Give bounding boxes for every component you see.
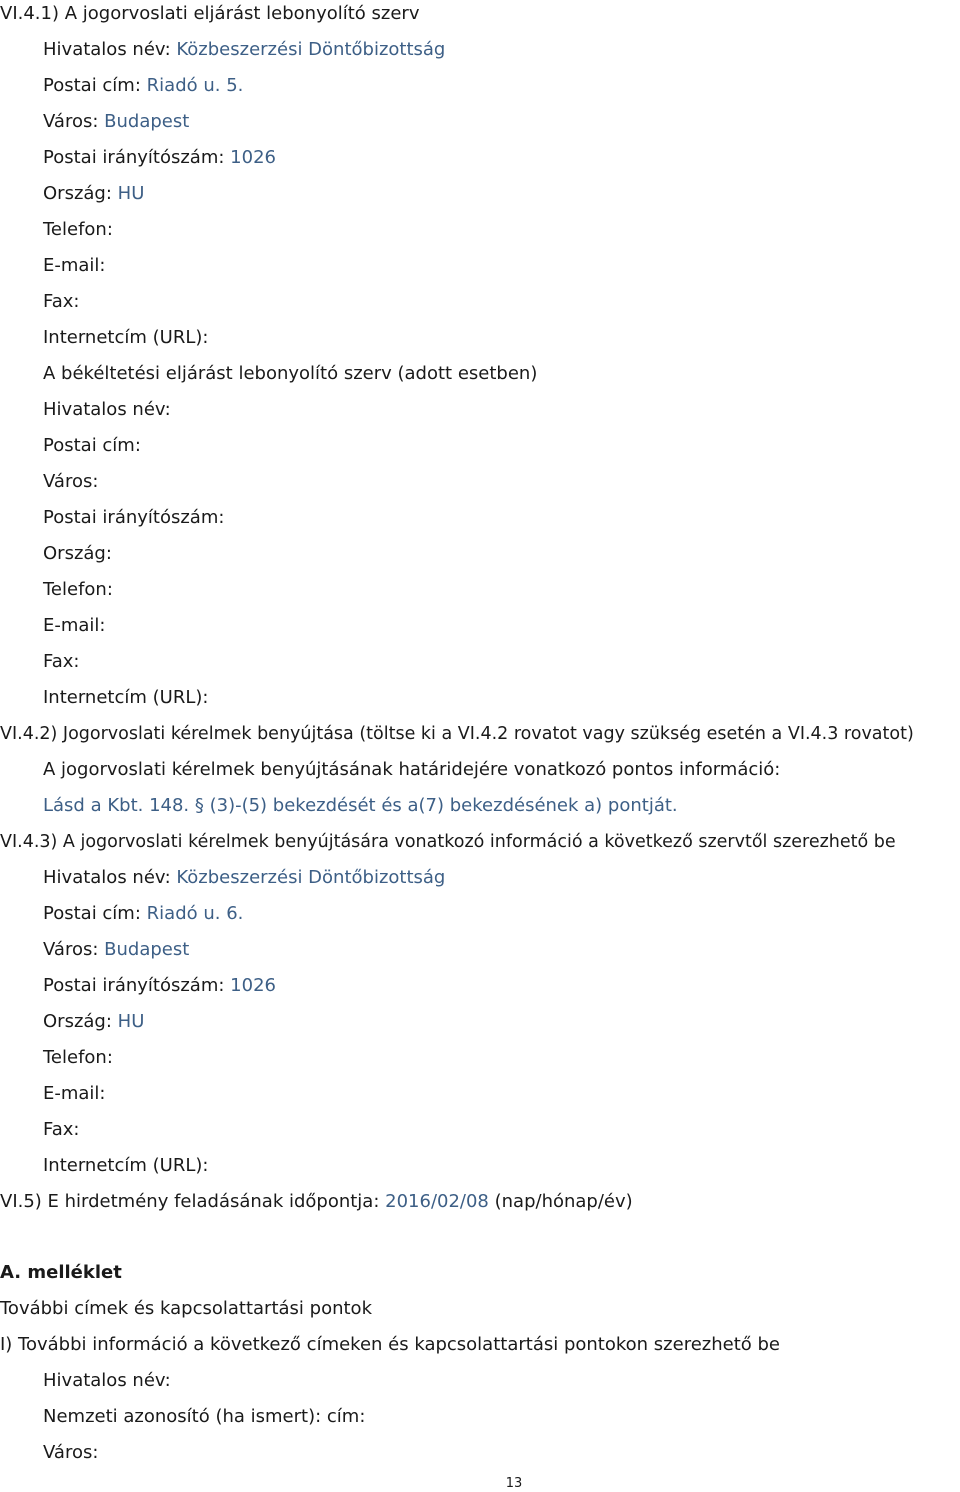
- field-city: Város:: [43, 471, 99, 492]
- section-heading: VI.4.1) A jogorvoslati eljárást lebonyolító szerv: [0, 3, 420, 24]
- field-country: Ország:: [43, 543, 112, 564]
- field-value: Budapest: [104, 939, 190, 960]
- field-city: Város:: [43, 1442, 99, 1463]
- field-label: Hivatalos név:: [43, 39, 171, 60]
- field-label: Ország:: [43, 183, 112, 204]
- field-label: Postai cím:: [43, 75, 141, 96]
- deadline-info-label: A jogorvoslati kérelmek benyújtásának határidejére vonatkozó pontos információ:: [43, 759, 781, 780]
- field-label: Város:: [43, 939, 99, 960]
- field-fax: Fax:: [43, 291, 80, 312]
- annex-title: A. melléklet: [0, 1262, 122, 1283]
- field-url: Internetcím (URL):: [43, 327, 209, 348]
- field-label: Postai cím:: [43, 903, 141, 924]
- field-postal-address: [43, 902, 243, 926]
- field-label: Város:: [43, 111, 99, 132]
- subsection-heading: A békéltetési eljárást lebonyolító szerv (adott esetben): [43, 363, 538, 384]
- field-city: [43, 938, 189, 962]
- field-fax: Fax:: [43, 651, 80, 672]
- field-value: HU: [117, 183, 145, 204]
- field-value: Riadó u. 6.: [146, 903, 244, 924]
- page-number: 13: [505, 1476, 523, 1491]
- deadline-info-value: Lásd a Kbt. 148. § (3)-(5) bekezdését és a(7) bekezdésének a) pontját.: [43, 795, 678, 816]
- field-city: [43, 110, 189, 134]
- field-postal-address: Postai cím:: [43, 435, 141, 456]
- field-phone: Telefon:: [43, 579, 113, 600]
- field-value: HU: [117, 1011, 145, 1032]
- field-phone: Telefon:: [43, 219, 113, 240]
- field-label: Postai irányítószám:: [43, 975, 225, 996]
- dispatch-date-format: (nap/hónap/év): [494, 1191, 633, 1212]
- section-heading: VI.4.3) A jogorvoslati kérelmek benyújtására vonatkozó információ a következő szervtől szerezhető be: [0, 832, 896, 852]
- section-heading: VI.4.2) Jogorvoslati kérelmek benyújtása (töltse ki a VI.4.2 rovatot vagy szükség esetén a VI.4.3 rovatot): [0, 724, 914, 744]
- field-label: Postai irányítószám:: [43, 147, 225, 168]
- field-url: Internetcím (URL):: [43, 687, 209, 708]
- field-official-name: Hivatalos név:: [43, 399, 171, 420]
- annex-section-heading: I) További információ a következő címeken és kapcsolattartási pontokon szerezhető be: [0, 1334, 780, 1355]
- dispatch-date-row: [0, 1190, 633, 1214]
- field-country: [43, 182, 144, 206]
- field-value: 1026: [230, 147, 276, 168]
- field-postcode: Postai irányítószám:: [43, 507, 225, 528]
- field-postal-address: [43, 74, 243, 98]
- field-label: Ország:: [43, 1011, 112, 1032]
- field-official-name: [43, 866, 445, 890]
- field-value: 1026: [230, 975, 276, 996]
- field-email: E-mail:: [43, 1083, 106, 1104]
- field-official-name: [43, 38, 445, 62]
- field-value: Riadó u. 5.: [146, 75, 244, 96]
- field-label: Hivatalos név:: [43, 867, 171, 888]
- dispatch-date-value: 2016/02/08: [385, 1191, 489, 1212]
- field-email: E-mail:: [43, 615, 106, 636]
- field-phone: Telefon:: [43, 1047, 113, 1068]
- field-value: Közbeszerzési Döntőbizottság: [176, 39, 446, 60]
- dispatch-date-label: VI.5) E hirdetmény feladásának időpontja:: [0, 1191, 380, 1212]
- field-url: Internetcím (URL):: [43, 1155, 209, 1176]
- annex-subtitle: További címek és kapcsolattartási pontok: [0, 1298, 372, 1319]
- field-value: Közbeszerzési Döntőbizottság: [176, 867, 446, 888]
- field-postcode: [43, 974, 276, 998]
- field-country: [43, 1010, 144, 1034]
- field-email: E-mail:: [43, 255, 106, 276]
- field-value: Budapest: [104, 111, 190, 132]
- field-postcode: [43, 146, 276, 170]
- field-national-id: Nemzeti azonosító (ha ismert): cím:: [43, 1406, 366, 1427]
- field-fax: Fax:: [43, 1119, 80, 1140]
- field-official-name: Hivatalos név:: [43, 1370, 171, 1391]
